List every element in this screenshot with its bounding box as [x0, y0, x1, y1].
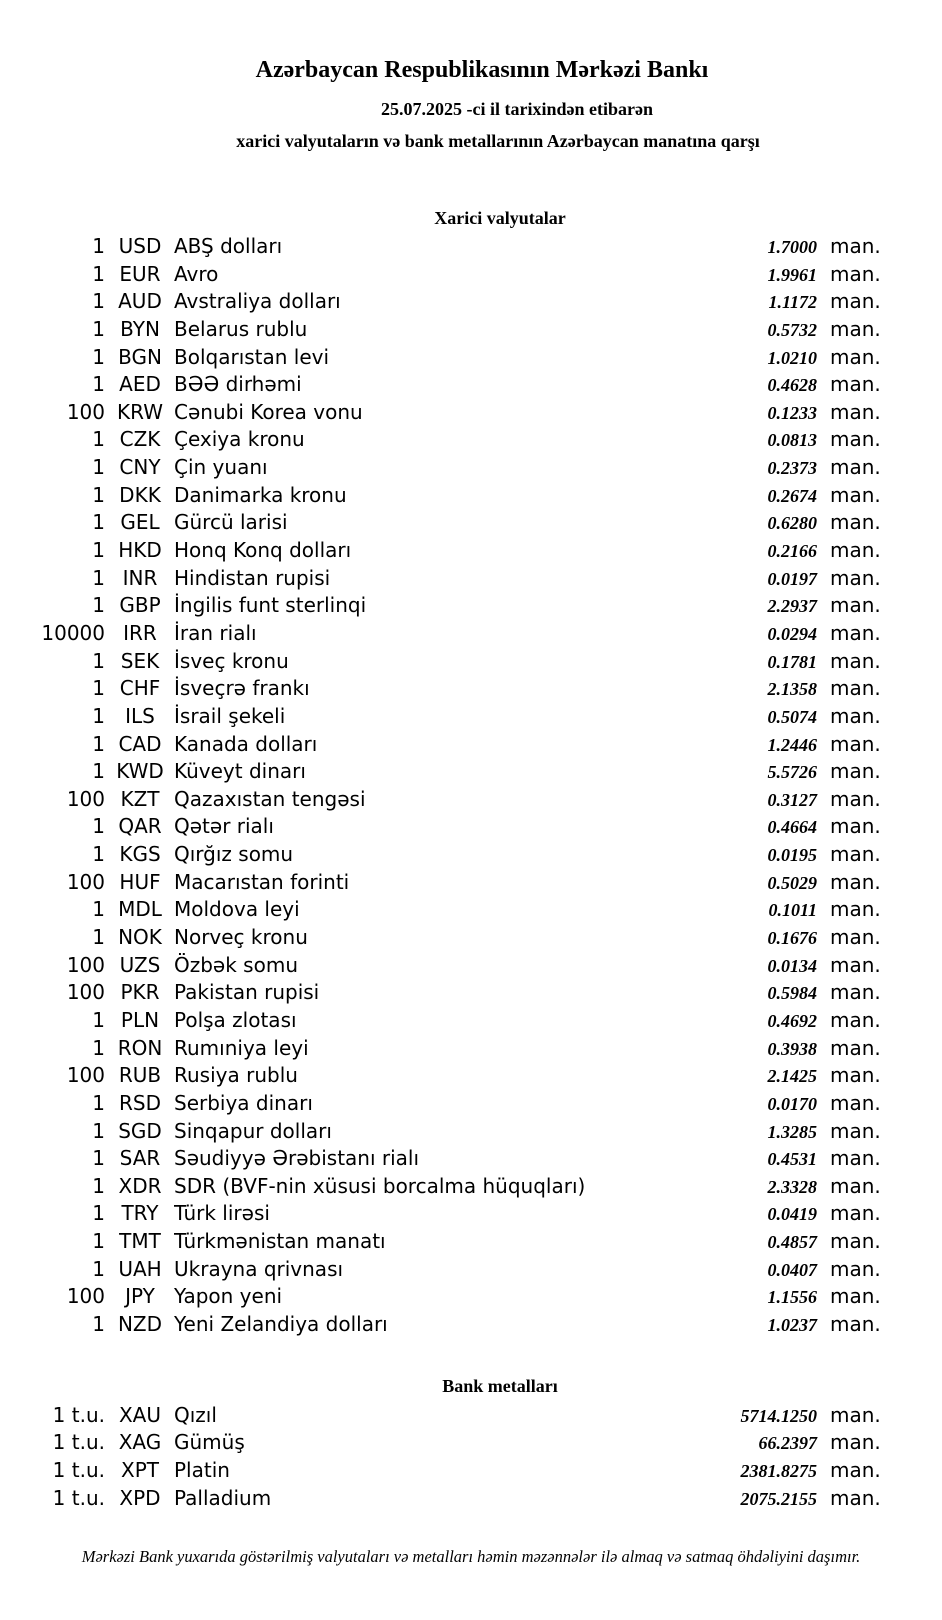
rate-row	[0, 841, 942, 869]
quantity-value: 1	[92, 455, 105, 480]
quantity-value: 1 t.u.	[52, 1402, 105, 1427]
rate-row	[0, 924, 942, 952]
unit-label: man.	[830, 759, 881, 784]
rate-row	[0, 1173, 942, 1201]
unit-label: man.	[830, 648, 881, 673]
currency-name: ABŞ dolları	[174, 234, 283, 258]
rate-row	[0, 1007, 942, 1035]
quantity-value: 100	[66, 869, 105, 894]
quantity-value: 100	[66, 1063, 105, 1088]
rate-value: 0.4628	[767, 375, 817, 396]
unit-label: man.	[830, 1063, 881, 1088]
metals-section-heading: Bank metalları	[442, 1375, 558, 1396]
quantity-value: 1	[92, 759, 105, 784]
quantity-value: 100	[66, 786, 105, 811]
rate-value: 0.0134	[767, 955, 817, 976]
currency-code: NZD	[117, 1311, 163, 1336]
rate-row	[0, 1035, 942, 1063]
unit-label: man.	[830, 344, 881, 369]
quantity-value: 1	[92, 1035, 105, 1060]
currency-code: EUR	[119, 261, 161, 286]
quantity-value: 1	[92, 814, 105, 839]
rate-row	[0, 703, 942, 731]
quantity-value: 1	[92, 1090, 105, 1115]
currency-code: PLN	[120, 1007, 160, 1032]
unit-label: man.	[830, 399, 881, 424]
rate-row	[0, 952, 942, 980]
quantity-value: 1	[92, 1201, 105, 1226]
rate-value: 2075.2155	[740, 1488, 817, 1509]
unit-label: man.	[830, 1229, 881, 1254]
rate-value: 1.0210	[767, 347, 817, 368]
rate-value: 1.1556	[767, 1287, 817, 1308]
rate-row	[0, 1228, 942, 1256]
rate-row	[0, 509, 942, 537]
currency-code: BGN	[118, 344, 162, 369]
rate-row	[0, 1145, 942, 1173]
quantity-value: 1	[92, 842, 105, 867]
currency-name: Türk lirəsi	[174, 1201, 270, 1226]
currency-code: XPT	[121, 1457, 159, 1482]
unit-label: man.	[830, 786, 881, 811]
currency-name: Rusiya rublu	[174, 1063, 298, 1088]
quantity-value: 1 t.u.	[52, 1430, 105, 1455]
quantity-value: 1	[92, 565, 105, 590]
unit-label: man.	[830, 897, 881, 922]
rate-value: 1.9961	[767, 264, 817, 285]
quantity-value: 1	[92, 1311, 105, 1336]
currency-code: ILS	[125, 703, 155, 728]
currency-name: Gümüş	[174, 1430, 245, 1455]
unit-label: man.	[830, 510, 881, 535]
quantity-value: 1	[92, 925, 105, 950]
quantity-value: 100	[66, 952, 105, 977]
rate-value: 2.2937	[767, 596, 817, 617]
unit-label: man.	[830, 1430, 881, 1455]
rate-value: 0.4664	[767, 817, 817, 838]
rate-row	[0, 1457, 942, 1485]
rate-row	[0, 565, 942, 593]
currency-name: Norveç kronu	[174, 925, 308, 950]
rate-row	[0, 371, 942, 399]
unit-label: man.	[830, 1146, 881, 1171]
effective-date-line: 25.07.2025 -ci il tarixindən etibarən	[381, 99, 653, 119]
unit-label: man.	[830, 289, 881, 314]
currency-code: DKK	[119, 482, 161, 507]
currency-name: Honq Konq dolları	[174, 538, 352, 563]
currency-name: Belarus rublu	[174, 316, 308, 341]
rate-value: 0.5732	[767, 319, 817, 340]
rate-value: 0.2373	[767, 458, 817, 479]
currency-name: Danimarka kronu	[174, 482, 347, 507]
currency-code: XDR	[118, 1173, 162, 1198]
currency-code: CZK	[119, 427, 161, 452]
rate-value: 0.4531	[767, 1149, 817, 1170]
currency-name: Palladium	[174, 1485, 272, 1510]
rate-value: 0.2166	[767, 541, 817, 562]
currency-name: Platin	[174, 1457, 230, 1482]
unit-label: man.	[830, 1118, 881, 1143]
currency-code: CAD	[118, 731, 162, 756]
rate-row	[0, 344, 942, 372]
unit-label: man.	[830, 1284, 881, 1309]
currency-code: UAH	[118, 1256, 162, 1281]
currency-name: Polşa zlotası	[174, 1007, 297, 1032]
rate-row	[0, 1062, 942, 1090]
currency-name: İsveç kronu	[174, 648, 289, 673]
currency-name: Qızıl	[174, 1402, 217, 1427]
rate-value: 0.0170	[767, 1093, 817, 1114]
quantity-value: 1	[92, 510, 105, 535]
unit-label: man.	[830, 1485, 881, 1510]
unit-label: man.	[830, 1256, 881, 1281]
unit-label: man.	[830, 731, 881, 756]
rate-value: 0.4857	[767, 1232, 817, 1253]
currency-code: KWD	[116, 759, 164, 784]
quantity-value: 100	[66, 980, 105, 1005]
unit-label: man.	[830, 1007, 881, 1032]
quantity-value: 100	[66, 1284, 105, 1309]
rate-value: 0.5029	[767, 872, 817, 893]
currency-name: Sinqapur dolları	[174, 1118, 332, 1143]
rate-row	[0, 233, 942, 261]
unit-label: man.	[830, 676, 881, 701]
currency-name: Hindistan rupisi	[174, 565, 331, 590]
currencies-section-heading: Xarici valyutalar	[434, 208, 566, 228]
currency-code: PKR	[120, 980, 160, 1005]
quantity-value: 1	[92, 897, 105, 922]
quantity-value: 1	[92, 731, 105, 756]
unit-label: man.	[830, 261, 881, 286]
unit-label: man.	[830, 427, 881, 452]
currency-name: İran rialı	[174, 620, 257, 645]
unit-label: man.	[830, 869, 881, 894]
unit-label: man.	[830, 565, 881, 590]
currency-name: Bolqarıstan levi	[174, 344, 330, 369]
quantity-value: 1 t.u.	[52, 1457, 105, 1482]
rate-value: 0.0197	[767, 568, 817, 589]
currency-name: Özbək somu	[174, 952, 298, 977]
rate-value: 0.3938	[767, 1038, 817, 1059]
currency-code: SAR	[119, 1146, 161, 1171]
rate-row	[0, 454, 942, 482]
currency-name: Qətər rialı	[174, 814, 274, 839]
rate-value: 0.1781	[767, 651, 817, 672]
rate-row	[0, 758, 942, 786]
unit-label: man.	[830, 1402, 881, 1427]
currency-name: SDR (BVF-nin xüsusi borcalma hüquqları)	[174, 1173, 586, 1198]
currency-code: AED	[119, 372, 161, 397]
rate-value: 0.2674	[767, 485, 817, 506]
rate-value: 0.0813	[767, 430, 817, 451]
currency-name: BƏƏ dirhəmi	[174, 372, 302, 397]
currency-code: UZS	[119, 952, 161, 977]
rate-row	[0, 426, 942, 454]
rate-value: 0.6280	[767, 513, 817, 534]
rate-row	[0, 813, 942, 841]
currency-code: HKD	[118, 538, 162, 563]
currency-code: JPY	[125, 1284, 155, 1309]
currency-code: CHF	[119, 676, 161, 701]
currency-code: KZT	[120, 786, 160, 811]
rate-row	[0, 537, 942, 565]
quantity-value: 1	[92, 593, 105, 618]
rate-row	[0, 399, 942, 427]
disclaimer-text: Mərkəzi Bank yuxarıda göstərilmiş valyutaları və metalları həmin məzənnələr ilə almaq və satmaq öhdəliyini daşımır.	[81, 1547, 861, 1567]
currency-code: MDL	[118, 897, 162, 922]
rate-value: 0.0195	[767, 845, 817, 866]
rate-value: 66.2397	[758, 1433, 817, 1454]
unit-label: man.	[830, 455, 881, 480]
unit-label: man.	[830, 980, 881, 1005]
unit-label: man.	[830, 620, 881, 645]
quantity-value: 1	[92, 316, 105, 341]
currency-code: GEL	[120, 510, 160, 535]
currency-code: USD	[118, 234, 162, 258]
rate-row	[0, 620, 942, 648]
currency-name: Macarıstan forinti	[174, 869, 350, 894]
currency-code: RON	[117, 1035, 163, 1060]
rate-value: 1.2446	[767, 734, 817, 755]
rate-value: 2381.8275	[740, 1460, 817, 1481]
metals-rate-table	[0, 1402, 942, 1513]
rate-value: 5.5726	[767, 762, 817, 783]
currency-name: Kanada dolları	[174, 731, 318, 756]
currency-code: KRW	[117, 399, 163, 424]
rate-row	[0, 675, 942, 703]
currency-name: Serbiya dinarı	[174, 1090, 313, 1115]
rate-value: 0.1011	[768, 900, 817, 921]
quantity-value: 1	[92, 427, 105, 452]
quantity-value: 1	[92, 1146, 105, 1171]
unit-label: man.	[830, 593, 881, 618]
currency-name: Avro	[174, 261, 219, 286]
rate-value: 0.0419	[767, 1204, 817, 1225]
rate-row	[0, 1311, 942, 1339]
currency-code: XAU	[118, 1402, 162, 1427]
currency-code: INR	[122, 565, 158, 590]
rate-value: 0.0407	[767, 1259, 817, 1280]
currency-code: KGS	[119, 842, 161, 867]
unit-label: man.	[830, 372, 881, 397]
quantity-value: 1	[92, 648, 105, 673]
rate-value: 0.4692	[767, 1010, 817, 1031]
currency-name: İsrail şekeli	[174, 703, 286, 728]
unit-label: man.	[830, 703, 881, 728]
quantity-value: 1	[92, 1256, 105, 1281]
rate-row	[0, 1402, 942, 1430]
currency-name: Yeni Zelandiya dolları	[174, 1311, 388, 1336]
currency-code: RSD	[119, 1090, 161, 1115]
unit-label: man.	[830, 952, 881, 977]
rate-row	[0, 979, 942, 1007]
currency-name: Pakistan rupisi	[174, 980, 320, 1005]
rate-value: 0.1233	[767, 402, 817, 423]
unit-label: man.	[830, 1201, 881, 1226]
rate-value: 5714.1250	[740, 1405, 817, 1426]
currency-name: Çin yuanı	[174, 455, 268, 480]
rate-value: 0.0294	[767, 623, 817, 644]
unit-label: man.	[830, 1035, 881, 1060]
unit-label: man.	[830, 1090, 881, 1115]
rate-row	[0, 592, 942, 620]
quantity-value: 1	[92, 234, 105, 258]
rate-value: 1.0237	[767, 1314, 817, 1335]
rate-value: 2.1358	[767, 679, 817, 700]
rate-row	[0, 896, 942, 924]
currency-code: NOK	[118, 925, 162, 950]
currency-code: SGD	[118, 1118, 162, 1143]
rate-row	[0, 482, 942, 510]
currency-code: RUB	[118, 1063, 162, 1088]
unit-label: man.	[830, 538, 881, 563]
currency-code: XPD	[119, 1485, 161, 1510]
unit-label: man.	[830, 1457, 881, 1482]
rate-row	[0, 1118, 942, 1146]
currency-code: BYN	[120, 316, 160, 341]
quantity-value: 1	[92, 482, 105, 507]
quantity-value: 1	[92, 703, 105, 728]
rate-value: 2.3328	[767, 1176, 817, 1197]
rate-value: 1.1172	[768, 292, 817, 313]
currency-code: GBP	[119, 593, 161, 618]
quantity-value: 1	[92, 372, 105, 397]
currency-name: Çexiya kronu	[174, 427, 305, 452]
quantity-value: 1	[92, 676, 105, 701]
rate-row	[0, 1256, 942, 1284]
page-title: Azərbaycan Respublikasının Mərkəzi Bankı	[255, 57, 709, 83]
currency-name: Küveyt dinarı	[174, 759, 306, 784]
currencies-rate-table	[0, 233, 942, 1339]
quantity-value: 1	[92, 344, 105, 369]
quantity-value: 1	[92, 261, 105, 286]
quantity-value: 1	[92, 1007, 105, 1032]
rate-value: 1.7000	[767, 237, 817, 257]
unit-label: man.	[830, 316, 881, 341]
rate-value: 0.5074	[767, 706, 817, 727]
currency-name: Rumıniya leyi	[174, 1035, 309, 1060]
rate-row	[0, 1200, 942, 1228]
rate-value: 2.1425	[767, 1066, 817, 1087]
rate-row	[0, 288, 942, 316]
rate-value: 0.3127	[767, 789, 817, 810]
currency-code: AUD	[118, 289, 162, 314]
quantity-value: 1	[92, 1118, 105, 1143]
currency-code: SEK	[120, 648, 160, 673]
rate-row	[0, 261, 942, 289]
quantity-value: 1	[92, 538, 105, 563]
currency-name: Cənubi Korea vonu	[174, 399, 363, 424]
unit-label: man.	[830, 234, 881, 258]
quantity-value: 1	[92, 1229, 105, 1254]
currency-name: Yapon yeni	[174, 1284, 283, 1309]
currency-name: Moldova leyi	[174, 897, 300, 922]
quantity-value: 10000	[41, 620, 105, 645]
currency-name: Səudiyyə Ərəbistanı rialı	[174, 1146, 420, 1171]
unit-label: man.	[830, 1311, 881, 1336]
currency-code: XAG	[118, 1430, 162, 1455]
rate-row	[0, 1090, 942, 1118]
currency-name: Ukrayna qrivnası	[174, 1256, 344, 1281]
unit-label: man.	[830, 925, 881, 950]
rate-row	[0, 1429, 942, 1457]
quantity-value: 1	[92, 289, 105, 314]
unit-label: man.	[830, 482, 881, 507]
currency-name: İsveçrə frankı	[174, 676, 310, 701]
currency-name: Avstraliya dolları	[174, 289, 341, 314]
rate-row	[0, 1283, 942, 1311]
rate-row	[0, 648, 942, 676]
currency-name: Qırğız somu	[174, 842, 294, 867]
currency-code: IRR	[123, 620, 157, 645]
quantity-value: 100	[66, 399, 105, 424]
unit-label: man.	[830, 1173, 881, 1198]
rate-row	[0, 786, 942, 814]
rate-row	[0, 1485, 942, 1513]
currency-name: Türkmənistan manatı	[174, 1229, 386, 1254]
currency-code: TMT	[119, 1229, 161, 1254]
currency-name: İngilis funt sterlinqi	[174, 593, 367, 618]
rate-value: 0.1676	[767, 928, 817, 949]
currency-name: Qazaxıstan tengəsi	[174, 786, 366, 811]
currency-code: TRY	[121, 1201, 159, 1226]
rate-row	[0, 731, 942, 759]
rate-value: 1.3285	[767, 1121, 817, 1142]
rate-row	[0, 316, 942, 344]
currency-code: HUF	[119, 869, 161, 894]
currency-code: QAR	[118, 814, 162, 839]
currency-code: CNY	[119, 455, 161, 480]
quantity-value: 1	[92, 1173, 105, 1198]
unit-label: man.	[830, 842, 881, 867]
document-subtitle: xarici valyutaların və bank metallarının Azərbaycan manatına qarşı	[236, 131, 760, 151]
unit-label: man.	[830, 814, 881, 839]
currency-name: Gürcü larisi	[174, 510, 288, 535]
rate-row	[0, 869, 942, 897]
quantity-value: 1 t.u.	[52, 1485, 105, 1510]
rate-value: 0.5984	[767, 983, 817, 1004]
